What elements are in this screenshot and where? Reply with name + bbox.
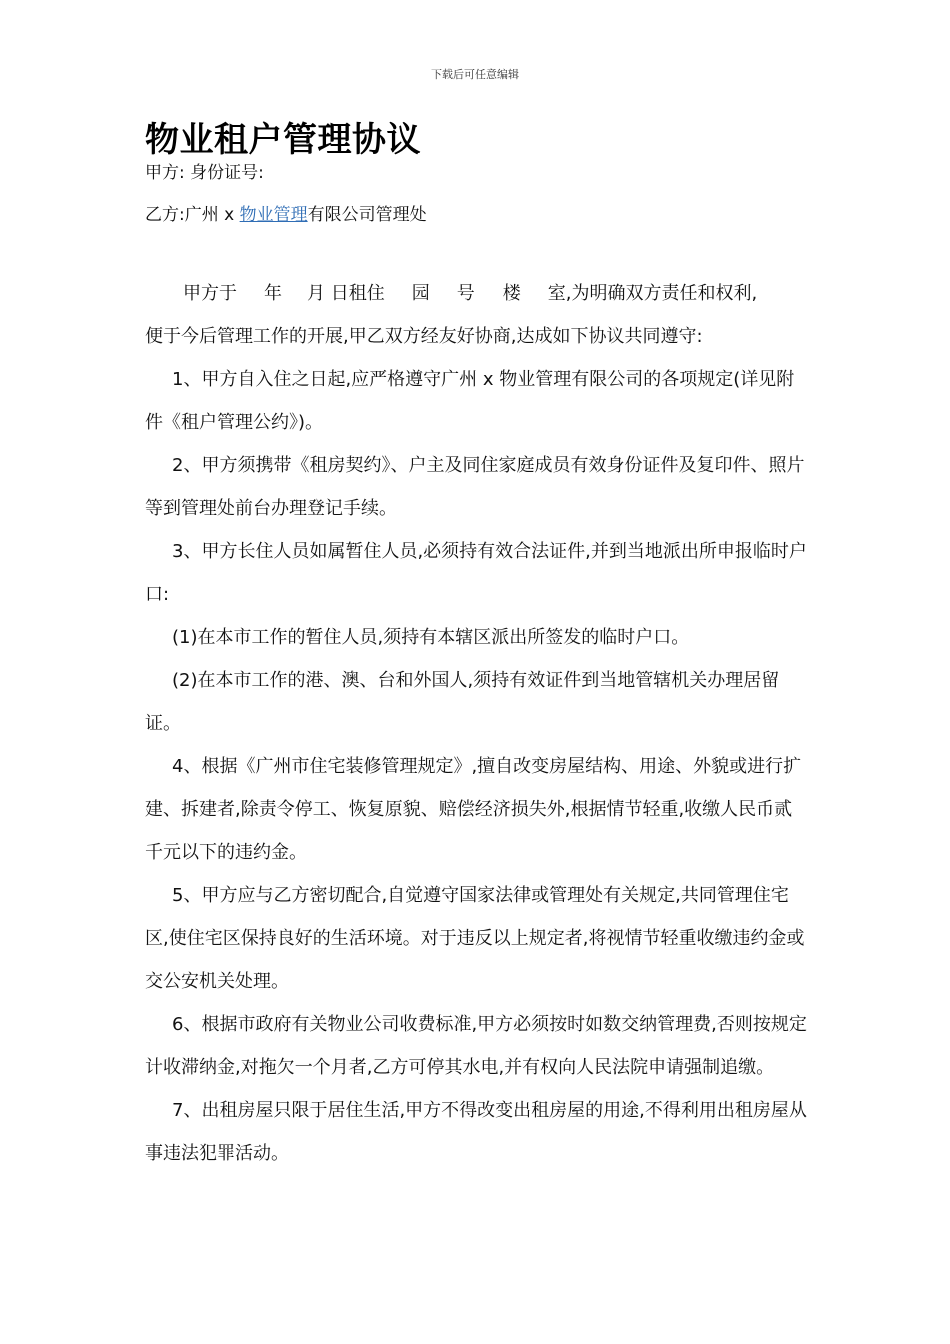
clause-7: 7、出租房屋只限于居住生活,甲方不得改变出租房屋的用途,不得利用出租房屋从事违法犯罪活动。 [145, 1100, 807, 1164]
property-management-link[interactable]: 物业管理 [239, 205, 308, 225]
clause-3-sub-1: (1)在本市工作的暂住人员,须持有本辖区派出所签发的临时户口。 [172, 627, 690, 648]
intro-part-6: 楼 [502, 283, 521, 304]
clause-3-sub-2: (2)在本市工作的港、澳、台和外国人,须持有效证件到当地管辖机关办理居留证。 [145, 670, 780, 734]
party-b-prefix: 乙方:广州 x [145, 205, 240, 225]
party-b-line [145, 200, 427, 225]
clause-5: 5、甲方应与乙方密切配合,自觉遵守国家法律或管理处有关规定,共同管理住宅区,使住宅区保持良好的生活环境。对于违反以上规定者,将视情节轻重收缴违约金或交公安机关处理。 [145, 885, 805, 992]
intro-part-2: 年 [264, 283, 282, 304]
clause-4: 4、根据《广州市住宅装修管理规定》,擅自改变房屋结构、用途、外貌或进行扩建、拆建者,除责令停工、恢复原貌、赔偿经济损失外,根据情节轻重,收缴人民币贰千元以下的违约金。 [145, 756, 802, 863]
intro-part-7: 室,为明确双方责任和权利, [547, 283, 758, 304]
intro-part-4: 园 [411, 283, 430, 304]
party-a-line: 甲方: 身份证号: [145, 163, 264, 183]
clause-2: 2、甲方须携带《租房契约》、户主及同住家庭成员有效身份证件及复印件、照片等到管理处前台办理登记手续。 [145, 455, 805, 519]
clause-6: 6、根据市政府有关物业公司收费标准,甲方必须按时如数交纳管理费,否则按规定计收滞纳金,对拖欠一个月者,乙方可停其水电,并有权向人民法院申请强制追缴。 [145, 1014, 807, 1078]
page-header-note: 下载后可任意编辑 [431, 68, 519, 81]
intro-paragraph [145, 272, 810, 315]
intro-part-3: 月 日租住 [307, 283, 385, 304]
party-b-suffix: 有限公司管理处 [307, 205, 427, 225]
intro-part-1: 甲方于 [183, 283, 237, 304]
clause-3: 3、甲方长住人员如属暂住人员,必须持有效合法证件,并到当地派出所申报临时户口: [145, 541, 807, 605]
agreement-body [145, 272, 810, 1175]
intro-part-5: 号 [456, 283, 475, 304]
intro-line-2: 便于今后管理工作的开展,甲乙双方经友好协商,达成如下协议共同遵守: [145, 326, 703, 347]
clause-1: 1、甲方自入住之日起,应严格遵守广州 x 物业管理有限公司的各项规定(详见附件《租户管理公约》)。 [145, 369, 795, 433]
document-title: 物业租户管理协议 [145, 120, 421, 160]
